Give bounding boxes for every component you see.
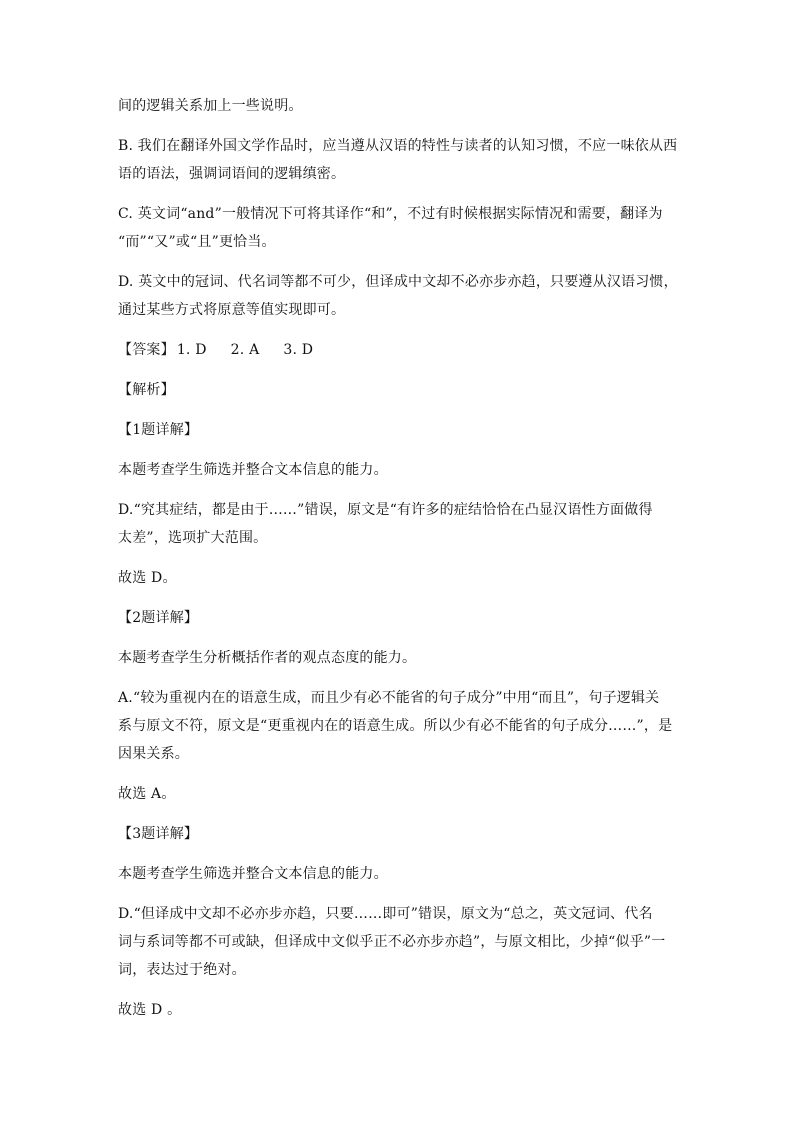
text-line: “而”“又”或“且”更恰当。 xyxy=(118,234,276,250)
text-line: D.“但译成中文却不必亦步亦趋，只要……即可”错误，原文为“总之，英文冠词、代名 xyxy=(118,906,653,922)
analysis-heading xyxy=(118,376,678,404)
section-2-conclusion xyxy=(118,780,678,808)
section-2-heading xyxy=(118,604,678,632)
answer-item-1: 1. D xyxy=(176,342,207,358)
answer-label: 【答案】 xyxy=(118,342,175,358)
text-line: D.“究其症结，都是由于……”错误，原文是“有许多的症结恰恰在凸显汉语性方面做得 xyxy=(118,502,653,518)
text-line: 【1题详解】 xyxy=(118,422,199,438)
text-line: C. 英文词“and”一般情况下可将其译作“和”，不过有时候根据实际情况和需要，翻译为 xyxy=(118,206,663,222)
section-3-intro xyxy=(118,860,678,888)
section-3-heading xyxy=(118,820,678,848)
paragraph-option-b xyxy=(118,132,678,188)
text-line: 因果关系。 xyxy=(118,746,189,762)
section-1-explanation xyxy=(118,496,678,552)
text-line: 语的语法，强调词语间的逻辑缜密。 xyxy=(118,166,346,182)
text-line: 词与系词等都不可或缺，但译成中文似乎正不必亦步亦趋”，与原文相比，少掉“似乎”一 xyxy=(118,934,666,950)
text-line: 本题考查学生筛选并整合文本信息的能力。 xyxy=(118,866,388,882)
document-body xyxy=(118,92,678,1036)
answer-item-2: 2. A xyxy=(230,342,260,358)
text-line: A.“较为重视内在的语意生成，而且少有必不能省的句子成分”中用“而且”，句子逻辑关 xyxy=(118,690,660,706)
section-2-explanation xyxy=(118,684,678,768)
text-line: 太差”，选项扩大范围。 xyxy=(118,530,268,546)
text-line: 本题考查学生分析概括作者的观点态度的能力。 xyxy=(118,650,417,666)
section-1-conclusion xyxy=(118,564,678,592)
paragraph-option-d xyxy=(118,268,678,324)
text-line: D. 英文中的冠词、代名词等都不可少，但译成中文却不必亦步亦趋，只要遵从汉语习惯， xyxy=(118,274,678,290)
section-1-heading xyxy=(118,416,678,444)
text-line: 【3题详解】 xyxy=(118,826,199,842)
section-2-intro xyxy=(118,644,678,672)
text-line: 词，表达过于绝对。 xyxy=(118,962,246,978)
answer-row xyxy=(118,336,678,364)
text-line: 通过某些方式将原意等值实现即可。 xyxy=(118,302,346,318)
section-3-conclusion xyxy=(118,996,678,1024)
text-line: 系与原文不符，原文是“更重视内在的语意生成。所以少有必不能省的句子成分……”，是 xyxy=(118,718,673,734)
paragraph-continuation xyxy=(118,92,678,120)
section-1-intro xyxy=(118,456,678,484)
text-line: B. 我们在翻译外国文学作品时，应当遵从汉语的特性与读者的认知习惯，不应一味依从西 xyxy=(118,138,678,154)
answer-item-3: 3. D xyxy=(283,342,314,358)
text-line: 本题考查学生筛选并整合文本信息的能力。 xyxy=(118,462,388,478)
text-line: 故选 D。 xyxy=(118,570,177,586)
answer-line xyxy=(118,336,678,364)
text-line: 【解析】 xyxy=(118,382,175,398)
text-line: 【2题详解】 xyxy=(118,610,199,626)
section-3-explanation xyxy=(118,900,678,984)
text-line: 故选 A。 xyxy=(118,786,176,802)
text-line: 间的逻辑关系加上一些说明。 xyxy=(118,98,303,114)
paragraph-option-c xyxy=(118,200,678,256)
text-line: 故选 D 。 xyxy=(118,1002,182,1018)
